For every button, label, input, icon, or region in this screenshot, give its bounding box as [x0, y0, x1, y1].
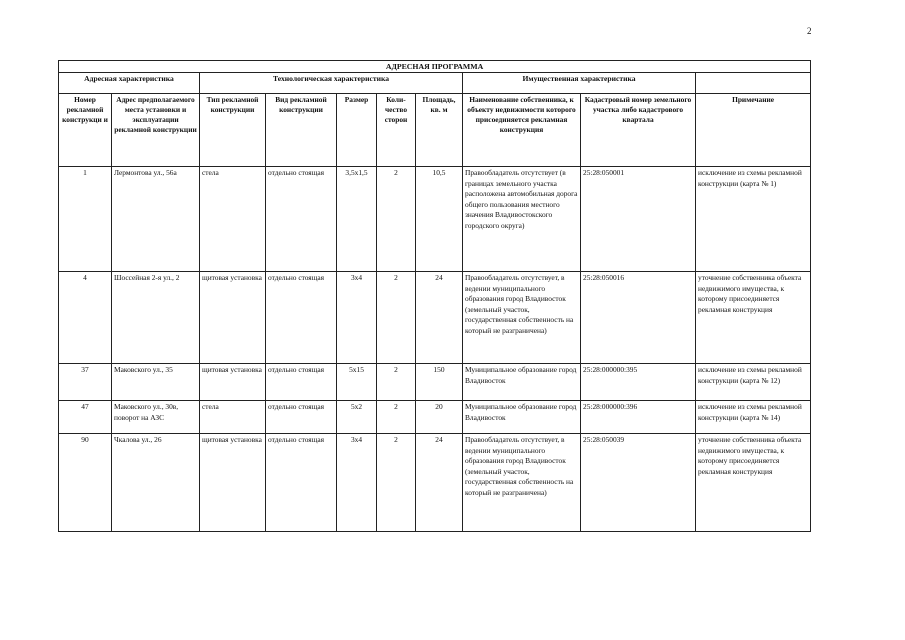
cell-size: 5x2 [337, 401, 377, 434]
cell-size: 5x15 [337, 364, 377, 401]
cell-owner: Правообладатель отсутствует, в ведении муниципального образования город Владивосток (земельный участок, государственная собственность на который не разграничена) [463, 434, 581, 532]
cell-kind: отдельно стоящая [266, 434, 337, 532]
cell-owner: Правообладатель отсутствует (в границах земельного участка расположена автомобильная дорога общего пользования местного значения Владивостокского городского округа) [463, 167, 581, 272]
cell-kind: отдельно стоящая [266, 272, 337, 364]
cell-type: щитовая установка [200, 272, 266, 364]
group-empty [696, 73, 811, 94]
cell-area: 150 [416, 364, 463, 401]
cell-cadastral: 25:28:000000:395 [581, 364, 696, 401]
group-technology: Технологическая характеристика [200, 73, 463, 94]
cell-cadastral: 25:28:050001 [581, 167, 696, 272]
cell-note: исключение из схемы рекламной конструкции (карта № 14) [696, 401, 811, 434]
cell-area: 20 [416, 401, 463, 434]
column-header-address: Адрес предполагаемого места установки и эксплуатации рекламной конструкции [112, 94, 200, 167]
column-header-number: Номер рекламной конструкци и [59, 94, 112, 167]
column-header-type: Тип рекламной конструкции [200, 94, 266, 167]
cell-address: Лермонтова ул., 56а [112, 167, 200, 272]
cell-type: щитовая установка [200, 434, 266, 532]
cell-note: уточнение собственника объекта недвижимого имущества, к которому присоединяется рекламная конструкция [696, 434, 811, 532]
cell-address: Маковского ул., 35 [112, 364, 200, 401]
cell-sides: 2 [377, 364, 416, 401]
cell-owner: Муниципальное образование город Владивосток [463, 364, 581, 401]
cell-sides: 2 [377, 434, 416, 532]
cell-number: 90 [59, 434, 112, 532]
column-header-area: Площадь, кв. м [416, 94, 463, 167]
cell-owner: Муниципальное образование город Владивосток [463, 401, 581, 434]
cell-owner: Правообладатель отсутствует, в ведении муниципального образования город Владивосток (земельный участок, государственная собственность на который не разграничена) [463, 272, 581, 364]
page-number: 2 [807, 26, 812, 36]
cell-number: 37 [59, 364, 112, 401]
cell-note: уточнение собственника объекта недвижимого имущества, к которому присоединяется рекламная конструкция [696, 272, 811, 364]
column-header-kind: Вид рекламной конструкции [266, 94, 337, 167]
table-row [59, 401, 811, 434]
table-title: АДРЕСНАЯ ПРОГРАММА [59, 61, 811, 73]
cell-kind: отдельно стоящая [266, 364, 337, 401]
cell-cadastral: 25:28:050016 [581, 272, 696, 364]
cell-area: 24 [416, 272, 463, 364]
group-address: Адресная характеристика [59, 73, 200, 94]
cell-cadastral: 25:28:050039 [581, 434, 696, 532]
table-row [59, 272, 811, 364]
cell-size: 3x4 [337, 272, 377, 364]
cell-sides: 2 [377, 167, 416, 272]
table-row [59, 167, 811, 272]
group-property: Имущественная характеристика [463, 73, 696, 94]
cell-type: стела [200, 167, 266, 272]
table-row [59, 364, 811, 401]
cell-number: 4 [59, 272, 112, 364]
cell-type: стела [200, 401, 266, 434]
column-header-cadastral: Кадастровый номер земельного участка либо кадастрового квартала [581, 94, 696, 167]
cell-sides: 2 [377, 272, 416, 364]
cell-area: 24 [416, 434, 463, 532]
cell-type: щитовая установка [200, 364, 266, 401]
column-header-note: Примечание [696, 94, 811, 167]
address-program-table [58, 60, 811, 532]
cell-note: исключение из схемы рекламной конструкции (карта № 12) [696, 364, 811, 401]
cell-note: исключение из схемы рекламной конструкции (карта № 1) [696, 167, 811, 272]
column-header-owner: Наименование собственника, к объекту недвижимости которого присоединяется рекламная конструкция [463, 94, 581, 167]
cell-sides: 2 [377, 401, 416, 434]
cell-number: 47 [59, 401, 112, 434]
cell-size: 3,5x1,5 [337, 167, 377, 272]
column-header-size: Размер [337, 94, 377, 167]
cell-number: 1 [59, 167, 112, 272]
table-row [59, 434, 811, 532]
cell-area: 10,5 [416, 167, 463, 272]
cell-address: Чкалова ул., 26 [112, 434, 200, 532]
cell-size: 3x4 [337, 434, 377, 532]
cell-kind: отдельно стоящая [266, 167, 337, 272]
cell-address: Шоссейная 2-я ул., 2 [112, 272, 200, 364]
cell-kind: отдельно стоящая [266, 401, 337, 434]
cell-cadastral: 25:28:000000:396 [581, 401, 696, 434]
column-header-sides: Коли-чество сторон [377, 94, 416, 167]
cell-address: Маковского ул., 30в, поворот на АЗС [112, 401, 200, 434]
